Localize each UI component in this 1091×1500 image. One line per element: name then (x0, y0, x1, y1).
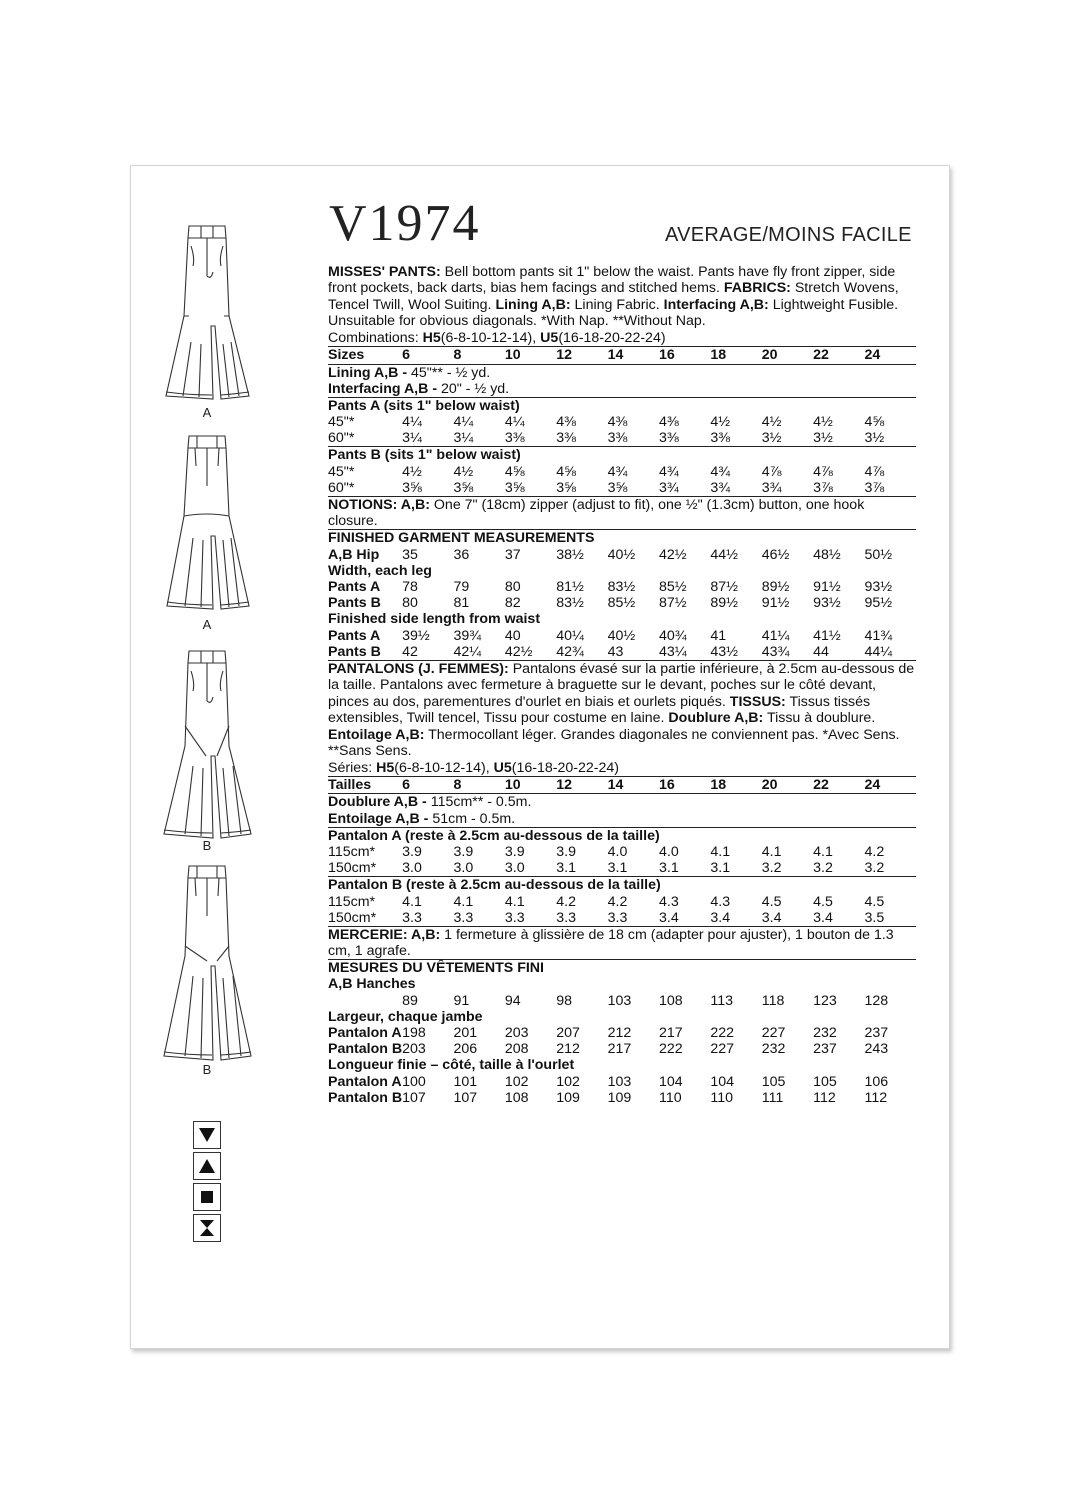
length-title: Finished side length from waist (328, 611, 541, 628)
mesures-title: MESURES DU VÊTEMENTS FINI (328, 960, 544, 977)
view-a-front-sketch (166, 226, 249, 399)
table-row: Pants B 80 81 82 83½ 85½ 87½ 89½ 91½ 93½ 95½ (328, 595, 893, 612)
triangle-up-icon (193, 1152, 221, 1180)
largeur-title: Largeur, chaque jambe (328, 1008, 483, 1025)
table-row: Pants A 78 79 80 81½ 83½ 85½ 87½ 89½ 91½ 93½ (328, 578, 893, 595)
table-row: A,B Hip 35 36 37 38½ 40½ 42½ 44½ 46½ 48½ 50½ (328, 546, 893, 563)
pattern-content (328, 264, 916, 1106)
technical-sketches (131, 166, 301, 1266)
fabric-symbols (193, 1121, 221, 1245)
pattern-envelope-back (130, 165, 950, 1349)
tailles-header-row: Tailles 6 8 10 12 14 16 18 20 22 24 (328, 777, 916, 794)
difficulty-level: AVERAGE/MOINS FACILE (665, 224, 912, 246)
view-b-back-sketch (164, 866, 251, 1060)
hourglass-icon (193, 1214, 221, 1242)
table-row: Pants B 42 42¼ 42½ 42¾ 43 43¼ 43½ 43¾ 44 44¼ (328, 644, 916, 661)
square-icon (193, 1183, 221, 1211)
table-row: 89 91 94 98 103 108 113 118 123 128 (402, 992, 889, 1009)
doublure-row: Doublure A,B - 115cm** - 0.5m. (328, 794, 532, 811)
pantalon-b-title: Pantalon B (reste à 2.5cm au-dessous de la taille) (328, 877, 661, 894)
combinations-line: Combinations: H5(6-8-10-12-14), U5(16-18-20-22-24) (328, 329, 666, 346)
sizes-header-row: Sizes 6 8 10 12 14 16 18 20 22 24 (328, 347, 916, 364)
english-description: MISSES' PANTS: Bell bottom pants sit 1" below the waist. Pants have fly front zipper, side front pockets, back darts, bias hem facings and stitched hems. FABRICS: Stretch Wovens, Tencel Twill, Wool Suiting. Lining A,B: Lining Fabric. Interfacing A,B: Lightweight Fusible. Unsuitable for obvious diagonals. *With Nap. **Without Nap. (328, 264, 899, 330)
table-row: Pantalon B 107 107 108 109 109 110 110 111 112 112 (328, 1089, 888, 1106)
hanches-label: A,B Hanches (328, 976, 416, 993)
lining-row: Lining A,B - 45"** - ½ yd. (328, 364, 491, 381)
table-row: Pantalon A 198 201 203 207 212 217 222 227 232 237 (328, 1025, 889, 1041)
view-label-b2: B (202, 1062, 212, 1077)
table-row: 45"* 4½ 4½ 4⅝ 4⅝ 4¾ 4¾ 4¾ 4⅞ 4⅞ 4⅞ (328, 463, 885, 480)
table-row: 115cm* 4.1 4.1 4.1 4.2 4.2 4.3 4.3 4.5 4.5 4.5 (328, 893, 885, 910)
table-row: 60"* 3¼ 3¼ 3⅜ 3⅜ 3⅜ 3⅜ 3⅜ 3½ 3½ 3½ (328, 430, 916, 447)
mercerie-row: MERCERIE: A,B: 1 fermeture à glissière de 18 cm (adapter pour ajuster), 1 bouton de 1.3 cm, 1 agrafe. (328, 926, 916, 959)
pants-a-title: Pants A (sits 1" below waist) (328, 397, 520, 414)
pants-b-title: Pants B (sits 1" below waist) (328, 447, 521, 464)
pattern-number: V1974 (329, 195, 481, 252)
view-b-front-sketch (164, 651, 251, 838)
triangle-down-icon (193, 1121, 221, 1149)
table-row: 45"* 4¼ 4¼ 4¼ 4⅜ 4⅜ 4⅜ 4½ 4½ 4½ 4⅝ (328, 414, 885, 431)
view-label-a2: A (202, 617, 212, 632)
series-line: Séries: H5(6-8-10-12-14), U5(16-18-20-22-24) (328, 759, 620, 776)
table-row: Pantalon A 100 101 102 102 103 104 104 105 105 106 (328, 1073, 889, 1090)
view-label-a1: A (202, 405, 212, 420)
interfacing-row: Interfacing A,B - 20" - ½ yd. (328, 381, 916, 398)
french-description: PANTALONS (J. FEMMES): Pantalons évasé sur la partie inférieure, à 2.5cm au-dessous de la taille. Pantalons avec fermeture à braguette sur le devant, poches sur le côté devant, pinces au dos, parementures d'ourlet en biais et ourlets piqués. TISSUS: Tissus tissés extensibles, Twill tencel, Tissu pour costume en laine. Doublure A,B: Tissu à doublure. Entoilage A,B: Thermocollant léger. Grandes diagonales ne conviennent pas. *Avec Sens. **Sans Sens. (328, 660, 915, 760)
table-row: 150cm* 3.3 3.3 3.3 3.3 3.3 3.4 3.4 3.4 3.4 3.5 (328, 910, 916, 927)
width-title: Width, each leg (328, 562, 432, 579)
table-row: 150cm* 3.0 3.0 3.0 3.1 3.1 3.1 3.1 3.2 3.2 3.2 (328, 860, 916, 877)
english-yardage-table (328, 346, 916, 661)
table-row: 60"* 3⅝ 3⅝ 3⅝ 3⅝ 3⅝ 3¾ 3¾ 3¾ 3⅞ 3⅞ (328, 480, 916, 497)
view-label-b1: B (202, 838, 212, 853)
table-row: 115cm* 3.9 3.9 3.9 3.9 4.0 4.0 4.1 4.1 4.1 4.2 (328, 843, 885, 860)
notions-row: NOTIONS: A,B: One 7" (18cm) zipper (adjust to fit), one ½" (1.3cm) button, one hook closure. (328, 497, 916, 530)
entoilage-row: Entoilage A,B - 51cm - 0.5m. (328, 811, 916, 828)
table-row: Pants A 39½ 39¾ 40 40¼ 40½ 40¾ 41 41¼ 41½ 41¾ (328, 627, 893, 644)
view-a-back-sketch (167, 436, 249, 609)
finished-measurements-title: FINISHED GARMENT MEASUREMENTS (328, 530, 595, 547)
table-row: Pantalon B 203 206 208 212 217 222 227 232 237 243 (328, 1041, 889, 1058)
pantalon-a-title: Pantalon A (reste à 2.5cm au-dessous de la taille) (328, 827, 660, 844)
french-yardage-table (328, 776, 916, 1106)
longueur-title: Longueur finie – côté, taille à l'ourlet (328, 1057, 575, 1074)
